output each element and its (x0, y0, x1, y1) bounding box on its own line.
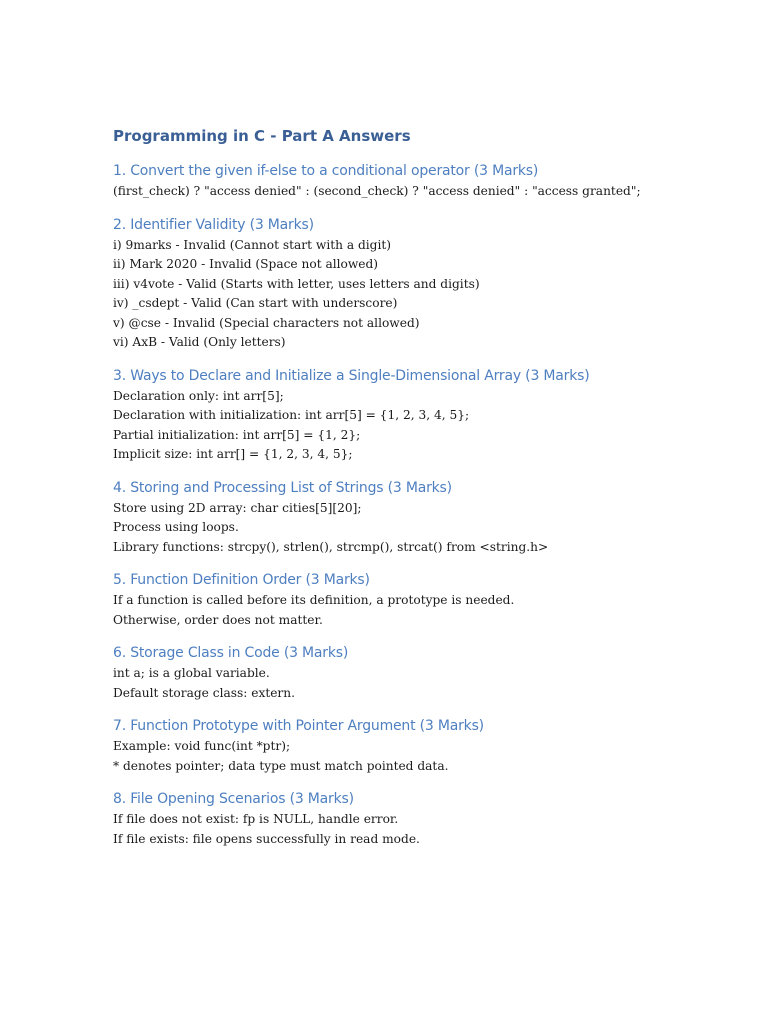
answer-line: If a function is called before its definition, a prototype is needed. (113, 593, 515, 607)
answer-line: Library functions: strcpy(), strlen(), strcmp(), strcat() from <string.h> (113, 539, 549, 554)
section-heading: 3. Ways to Declare and Initialize a Single-Dimensional Array (3 Marks) (113, 367, 590, 384)
answer-line: vi) AxB - Valid (Only letters) (113, 335, 286, 349)
section-body (113, 664, 733, 703)
section-heading: 8. File Opening Scenarios (3 Marks) (113, 791, 354, 807)
section-5 (113, 569, 733, 630)
answer-line: If file exists: file opens successfully in read mode. (113, 831, 420, 846)
section-1 (113, 160, 733, 202)
answer-line: i) 9marks - Invalid (Cannot start with a digit) (113, 237, 392, 252)
answer-line: Store using 2D array: char cities[5][20]; (113, 500, 362, 515)
section-8 (113, 788, 733, 849)
section-6 (113, 642, 733, 703)
section-4 (113, 477, 733, 558)
answer-line: v) @cse - Invalid (Special characters not allowed) (113, 315, 420, 330)
answer-line: Declaration only: int arr[5]; (113, 388, 284, 403)
answer-line: (first_check) ? "access denied" : (second_check) ? "access denied" : "access granted"; (113, 184, 641, 198)
section-body (113, 387, 733, 465)
section-body (113, 182, 733, 202)
answer-line: Process using loops. (113, 520, 239, 534)
section-heading: 2. Identifier Validity (3 Marks) (113, 216, 314, 233)
section-heading: 4. Storing and Processing List of Strings (3 Marks) (113, 479, 452, 496)
section-heading: 7. Function Prototype with Pointer Argument (3 Marks) (113, 718, 484, 734)
section-body (113, 236, 733, 353)
section-body (113, 591, 733, 630)
answer-line: ii) Mark 2020 - Invalid (Space not allowed) (113, 257, 379, 271)
answer-line: int a; is a global variable. (113, 666, 270, 680)
section-heading: 5. Function Definition Order (3 Marks) (113, 572, 370, 588)
section-2 (113, 214, 733, 353)
section-body (113, 737, 733, 776)
answer-line: iii) v4vote - Valid (Starts with letter, uses letters and digits) (113, 276, 480, 291)
answer-line: iv) _csdept - Valid (Can start with underscore) (113, 296, 398, 310)
section-heading: 1. Convert the given if-else to a conditional operator (3 Marks) (113, 163, 539, 179)
answer-line: Example: void func(int *ptr); (113, 739, 291, 753)
section-3 (113, 365, 733, 465)
section-body (113, 499, 733, 558)
answer-line: * denotes pointer; data type must match pointed data. (113, 758, 449, 773)
section-heading: 6. Storage Class in Code (3 Marks) (113, 645, 349, 661)
answer-line: Otherwise, order does not matter. (113, 612, 323, 627)
answer-line: If file does not exist: fp is NULL, handle error. (113, 812, 399, 826)
document-title: Programming in C - Part A Answers (113, 127, 411, 145)
answer-line: Partial initialization: int arr[5] = {1, 2}; (113, 427, 361, 442)
document-page (113, 124, 733, 849)
section-7 (113, 715, 733, 776)
answer-line: Declaration with initialization: int arr[5] = {1, 2, 3, 4, 5}; (113, 408, 470, 422)
answer-line: Default storage class: extern. (113, 685, 295, 700)
section-body (113, 810, 733, 849)
answer-line: Implicit size: int arr[] = {1, 2, 3, 4, 5}; (113, 447, 353, 461)
